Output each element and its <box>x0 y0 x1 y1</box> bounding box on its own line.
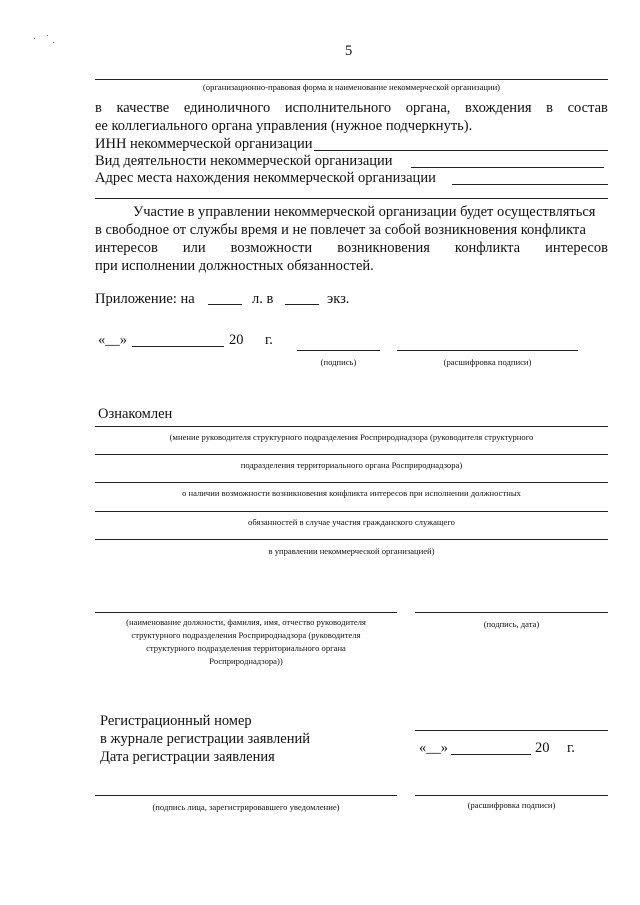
inn-field-line[interactable] <box>314 150 608 151</box>
role-line-2: ее коллегиального органа управления (нужное подчеркнуть). <box>95 118 473 134</box>
participation-line-3 <box>95 239 608 257</box>
opinion-line-3[interactable] <box>95 482 608 483</box>
address-continuation-line[interactable] <box>95 198 608 199</box>
role-word: исполнительного <box>284 100 392 116</box>
activity-label: Вид деятельности некоммерческой организации <box>95 153 393 169</box>
role-word: единоличного <box>183 100 271 116</box>
head-name-line[interactable] <box>95 612 397 613</box>
registration-number-line[interactable] <box>415 730 608 731</box>
attachment-sheets-label: л. в <box>252 291 274 307</box>
registration-date-g: г. <box>567 740 575 756</box>
role-word: вхождения <box>465 100 532 116</box>
address-label: Адрес места нахождения некоммерческой организации <box>95 170 436 186</box>
address-field-line[interactable] <box>452 184 608 185</box>
opinion-line-5[interactable] <box>95 539 608 540</box>
attachment-prefix: Приложение: на <box>95 291 195 307</box>
registration-date-day: «__» <box>419 740 448 756</box>
date-g: г. <box>265 332 273 348</box>
registrar-caption: (подпись лица, зарегистрировавшего уведомление) <box>152 802 340 812</box>
organization-name-line <box>95 79 608 80</box>
participation-word: или <box>182 240 206 256</box>
role-word: в <box>95 100 102 116</box>
signature-caption: (подпись) <box>320 357 357 367</box>
registration-line-3: Дата регистрации заявления <box>100 749 275 765</box>
participation-word: конфликта <box>454 240 521 256</box>
opinion-line-2[interactable] <box>95 454 608 455</box>
role-word: качестве <box>116 100 170 116</box>
head-signature-line[interactable] <box>415 612 608 613</box>
registrar-decode-line[interactable] <box>415 795 608 796</box>
organization-caption: (организационно-правовая форма и наименование некоммерческой организации) <box>202 82 501 92</box>
participation-word: возможности <box>230 240 313 256</box>
opinion-caption-1: (мнение руководителя структурного подразделения Росприроднадзора (руководителя структурного <box>169 432 534 442</box>
participation-line-2: в свободное от службы время и не повлечет за собой возникновения конфликта <box>95 222 586 238</box>
registration-date-year: 20 <box>535 740 550 756</box>
scan-speck <box>47 35 48 36</box>
participation-line-4: при исполнении должностных обязанностей. <box>95 258 374 274</box>
head-caption-3: структурного подразделения территориального органа <box>146 643 346 653</box>
registrar-signature-line[interactable] <box>95 795 397 796</box>
role-word: в <box>546 100 553 116</box>
registration-line-1: Регистрационный номер <box>100 713 252 729</box>
role-word: органа, <box>405 100 451 116</box>
date-month-blank[interactable] <box>132 346 224 347</box>
participation-word: возникновения <box>337 240 430 256</box>
date-day: «__» <box>98 332 127 348</box>
head-caption-4: Росприроднадзора)) <box>209 656 283 666</box>
head-signature-date-caption: (подпись, дата) <box>483 619 540 629</box>
attachment-sheets-blank[interactable] <box>208 304 242 305</box>
registrar-decode-caption: (расшифровка подписи) <box>467 800 556 810</box>
scan-speck <box>53 42 54 43</box>
opinion-line-4[interactable] <box>95 511 608 512</box>
participation-line-1: Участие в управлении некоммерческой организации будет осуществляться <box>133 204 596 220</box>
attachment-copies-label: экз. <box>327 291 350 307</box>
role-line-1 <box>95 99 608 117</box>
role-word: состав <box>567 100 608 116</box>
participation-word: интересов <box>95 240 158 256</box>
acquainted-heading: Ознакомлен <box>98 406 173 422</box>
registration-line-2: в журнале регистрации заявлений <box>100 731 310 747</box>
head-caption-1: (наименование должности, фамилия, имя, отчество руководителя <box>126 617 366 627</box>
inn-label: ИНН некоммерческой организации <box>95 136 313 152</box>
registration-date-month-blank[interactable] <box>451 754 531 755</box>
activity-field-line[interactable] <box>411 167 604 168</box>
date-year: 20 <box>229 332 244 348</box>
page-number: 5 <box>345 43 353 59</box>
opinion-caption-2: подразделения территориального органа Росприроднадзора) <box>240 460 463 470</box>
opinion-caption-4: обязанностей в случае участия гражданского служащего <box>248 517 455 527</box>
signature-decode-line[interactable] <box>397 350 578 351</box>
signature-line[interactable] <box>297 350 380 351</box>
signature-decode-caption: (расшифровка подписи) <box>443 357 532 367</box>
attachment-copies-blank[interactable] <box>285 304 319 305</box>
opinion-line-1[interactable] <box>95 426 608 427</box>
participation-word: интересов <box>545 240 608 256</box>
opinion-caption-3: о наличии возможности возникновения конфликта интересов при исполнении должностных <box>182 488 521 498</box>
head-caption-2: структурного подразделения Росприроднадзора (руководителя <box>131 630 361 640</box>
opinion-caption-5: в управлении некоммерческой организацией) <box>268 546 435 556</box>
scan-speck <box>34 38 35 39</box>
